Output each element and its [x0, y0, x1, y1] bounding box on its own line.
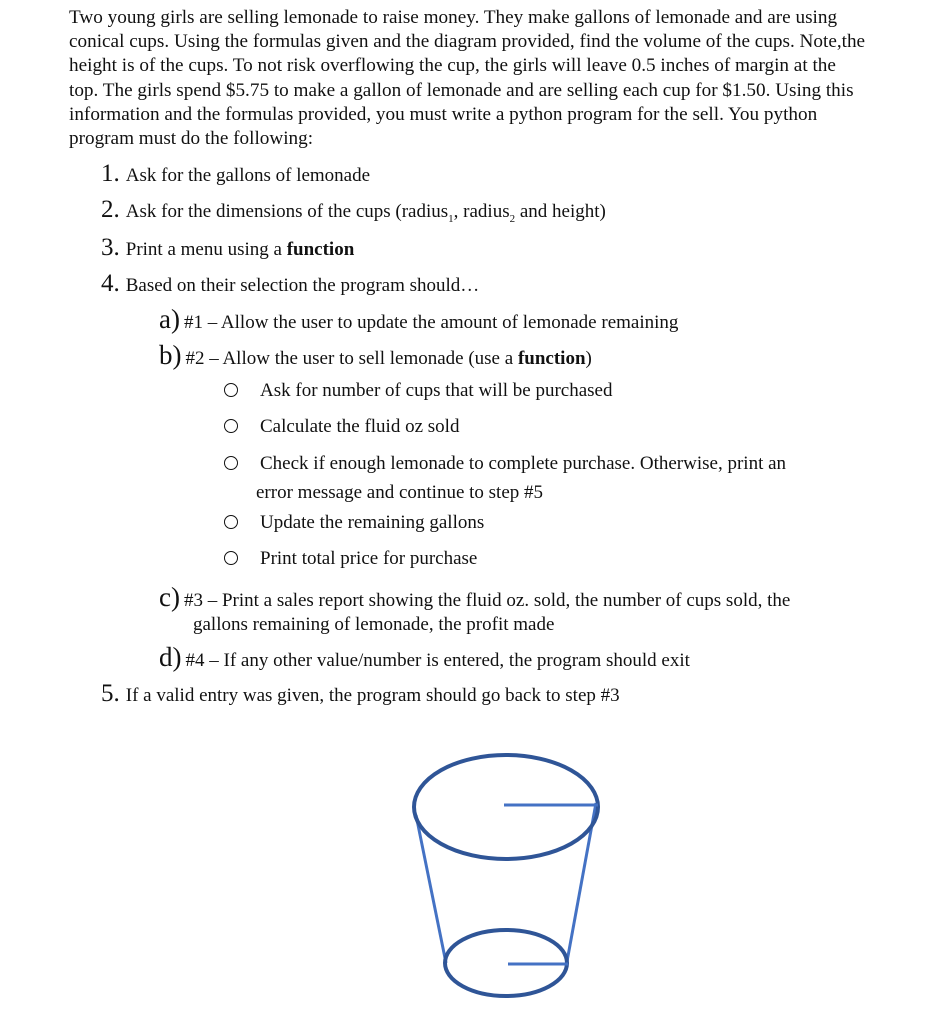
- step-2: [101, 198, 606, 231]
- circle-bullet-icon: [224, 551, 238, 565]
- step-number: 2.: [101, 196, 120, 223]
- step-number: 1.: [101, 160, 120, 187]
- bullet-text: Ask for number of cups that will be purchased: [260, 380, 613, 401]
- bullet-item: [224, 379, 612, 403]
- step-text: Ask for the gallons of lemonade: [125, 165, 371, 186]
- circle-bullet-icon: [224, 456, 238, 470]
- step-1: [101, 162, 370, 188]
- substep-letter: a): [159, 304, 180, 334]
- bullet-text: Update the remaining gallons: [260, 512, 485, 533]
- circle-bullet-icon: [224, 383, 238, 397]
- step-text-bold: function: [286, 239, 355, 260]
- bullet-item: [224, 449, 844, 507]
- step-4: [101, 272, 479, 298]
- substep-a: [159, 304, 679, 335]
- bullet-item: [224, 511, 484, 535]
- bullet-text-continued: error message and continue to step #5: [256, 482, 544, 503]
- substep-letter: b): [159, 340, 182, 370]
- substep-c: [159, 582, 859, 637]
- bullet-text: Print total price for purchase: [260, 548, 478, 569]
- step-number: 3.: [101, 234, 120, 261]
- circle-bullet-icon: [224, 419, 238, 433]
- substep-text: #1 – Allow the user to update the amount of lemonade remaining: [183, 312, 679, 333]
- step-number: 4.: [101, 270, 120, 297]
- step-number: 5.: [101, 680, 120, 707]
- radius-subscript-1: 1: [448, 212, 454, 225]
- step-text: Print a menu using a: [125, 239, 287, 260]
- substep-text-post: ): [585, 348, 592, 369]
- step-text-pre: Ask for the dimensions of the cups (radius: [125, 201, 449, 222]
- substep-b: [159, 340, 592, 371]
- bullet-text: Calculate the fluid oz sold: [260, 416, 460, 437]
- radius-subscript-2: 2: [509, 212, 516, 225]
- substep-letter: c): [159, 582, 180, 612]
- conical-cup-diagram: [400, 745, 620, 1010]
- substep-letter: d): [159, 642, 182, 672]
- step-text-mid: , radius: [453, 201, 510, 222]
- substep-text: #3 – Print a sales report showing the fluid oz. sold, the number of cups sold, the: [183, 590, 791, 611]
- bullet-text: Check if enough lemonade to complete purchase. Otherwise, print an: [260, 453, 787, 474]
- circle-bullet-icon: [224, 515, 238, 529]
- substep-text-pre: #2 – Allow the user to sell lemonade (use a: [185, 348, 518, 369]
- bullet-item: [224, 547, 477, 571]
- step-3: [101, 236, 354, 262]
- substep-d: [159, 642, 690, 673]
- substep-text: #4 – If any other value/number is entered, the program should exit: [185, 650, 690, 671]
- step-5: [101, 682, 620, 708]
- problem-intro: Two young girls are selling lemonade to raise money. They make gallons of lemonade and are using conical cups. Using the formulas given and the diagram provided, find the volume of the cups. Note,the height is of the cups. To not risk overflowing the cup, the girls will leave 0.5 inches of margin at the top. The girls spend $5.75 to make a gallon of lemonade and are selling each cup for $1.50. Using this information and the formulas provided, you must write a python program for the sell. You python program must do the following:: [69, 7, 866, 150]
- substep-text-continued: gallons remaining of lemonade, the profit made: [193, 614, 555, 635]
- step-text: Based on their selection the program should…: [125, 275, 480, 296]
- step-text: If a valid entry was given, the program should go back to step #3: [125, 685, 620, 706]
- substep-text-bold: function: [517, 348, 586, 369]
- bullet-item: [224, 415, 459, 439]
- step-text-post: and height): [515, 201, 606, 222]
- cup-top-rim: [414, 755, 598, 859]
